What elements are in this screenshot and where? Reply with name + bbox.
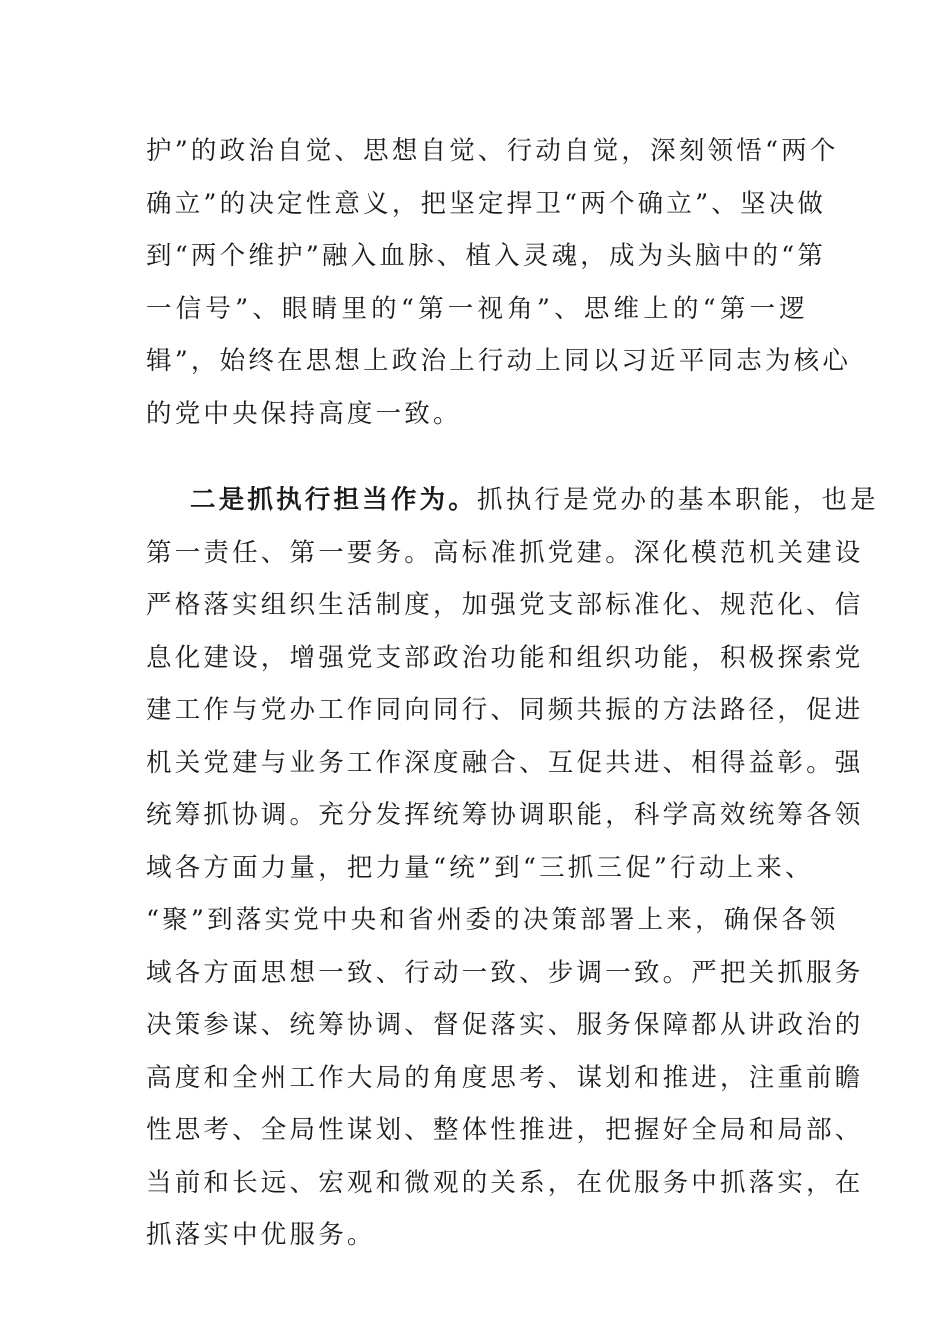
paragraph-line: 一信号”、眼睛里的“第一视角”、思维上的“第一逻 [146, 293, 808, 324]
paragraph-line: 到“两个维护”融入血脉、植入灵魂，成为头脑中的“第 [146, 241, 827, 271]
paragraph-1 [146, 125, 852, 440]
paragraph-line: 域各方面力量，把力量“统”到“三抓三促”行动上来、 [146, 852, 814, 883]
paragraph-first-line [146, 474, 879, 527]
paragraph-line: 高度和全州工作大局的角度思考、谋划和推进，注重前瞻 [146, 1062, 864, 1093]
paragraph-first-line-text: 抓执行是党办的基本职能，也是 [477, 485, 879, 515]
paragraph-line: 域各方面思想一致、行动一致、步调一致。严把关抓服务 [146, 957, 864, 988]
paragraph-line: 统筹抓协调。充分发挥统筹协调职能，科学高效统筹各领 [146, 800, 864, 830]
paragraph-line: 辑”，始终在思想上政治上行动上同以习近平同志为核心 [146, 346, 852, 376]
paragraph-line: 抓落实中优服务。 [146, 1220, 376, 1250]
paragraph-heading: 二是抓执行担当作为。 [190, 485, 478, 515]
paragraph-line: 息化建设，增强党支部政治功能和组织功能，积极探索党 [146, 642, 864, 673]
paragraph-line: 第一责任、第一要务。高标准抓党建。深化模范机关建设 [146, 537, 864, 568]
paragraph-line: 性思考、全局性谋划、整体性推进，把握好全局和局部、 [146, 1115, 864, 1145]
paragraph-line: 护”的政治自觉、思想自觉、行动自觉，深刻领悟“两个 [146, 136, 839, 166]
paragraph-line: 当前和长远、宏观和微观的关系，在优服务中抓落实，在 [146, 1167, 864, 1198]
paragraph-2 [146, 474, 879, 1262]
paragraph-line: 严格落实组织生活制度，加强党支部标准化、规范化、信 [146, 590, 864, 620]
paragraph-line: 机关党建与业务工作深度融合、互促共进、相得益彰。强 [146, 747, 864, 778]
paragraph-line: 决策参谋、统筹协调、督促落实、服务保障都从讲政治的 [146, 1010, 864, 1040]
paragraph-line: 确立”的决定性意义，把坚定捍卫“两个确立”、坚决做 [146, 188, 827, 219]
paragraph-line: 的党中央保持高度一致。 [146, 398, 462, 429]
paragraph-line: “聚”到落实党中央和省州委的决策部署上来，确保各领 [146, 905, 839, 935]
paragraph-line: 建工作与党办工作同向同行、同频共振的方法路径，促进 [146, 695, 864, 725]
